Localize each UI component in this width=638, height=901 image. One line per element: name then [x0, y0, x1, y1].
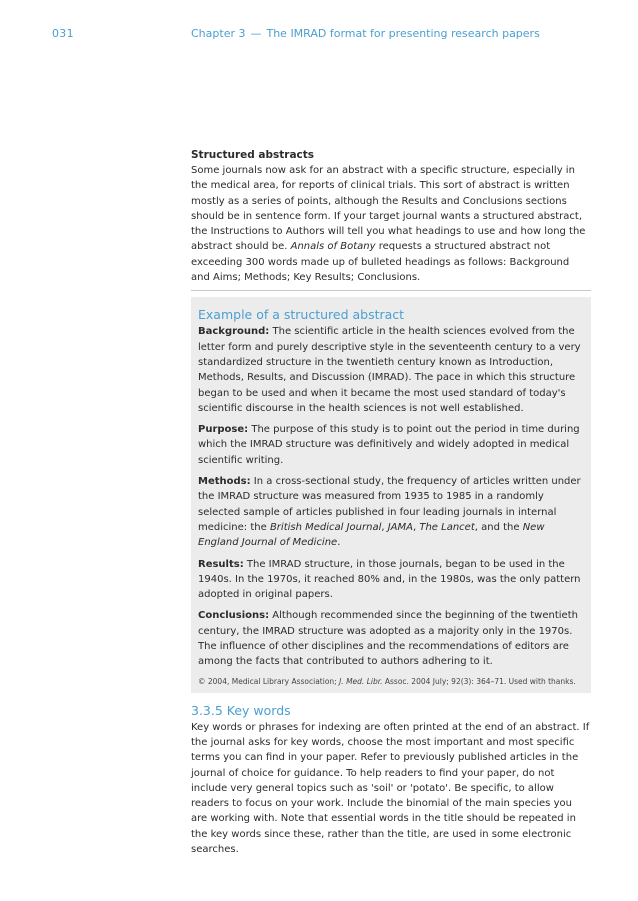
purpose-section: [198, 422, 584, 468]
methods-text: , and the: [474, 521, 523, 533]
structured-abstracts-paragraph: [191, 163, 591, 285]
key-words-heading: 3.3.5 Key words: [191, 702, 291, 718]
journal-name: The Lancet: [419, 521, 475, 533]
results-label: Results:: [198, 558, 244, 570]
page-number: 031: [52, 27, 74, 40]
results-section: [198, 557, 584, 603]
journal-name: British Medical Journal: [269, 521, 382, 533]
background-text: The scientific article in the health sciences evolved from the letter form and purely descriptive style in the seventeenth century to a very standardized structure in the twentieth century known as Introduction, Methods, Results, and Discussion (IMRAD). The pace in which this structure began to be used and when it became the most used standard of today's scientific discourse in the health sciences is not well established.: [198, 326, 581, 414]
conclusions-section: [198, 608, 584, 669]
divider: [191, 290, 591, 291]
methods-text: In a cross-sectional study, the frequency of articles written under the IMRAD structure was measured from 1935 to 1985 in a randomly selected sample of articles published in four leading journals in internal medicine: the: [198, 476, 581, 533]
methods-text: .: [337, 537, 341, 549]
results-text: The IMRAD structure, in those journals, began to be used in the 1940s. In the 1970s, it reached 80% and, in the 1980s, was the only pattern adopted in original papers.: [198, 558, 581, 601]
example-box: [191, 297, 591, 692]
page-content: [191, 149, 591, 857]
background-section: [198, 324, 584, 416]
paragraph-text: requests a structured abstract not exceeding 300 words made up of bulleted headings as follows: Background and Aims; Methods; Key Results; Conclusions.: [191, 241, 570, 284]
chapter-title: The IMRAD format for presenting research papers: [266, 27, 540, 40]
paragraph-text: Some journals now ask for an abstract with a specific structure, especially in the medical area, for reports of clinical trials. This sort of abstract is written mostly as a series of points, although the Results and Conclusions sections should be in sentence form. If your target journal wants a structured abstract, the Instructions to Authors will tell you what headings to use and how long the abstract should be.: [191, 165, 586, 253]
journal-name: New England Journal of Medicine: [198, 521, 545, 549]
key-words-paragraph: Key words or phrases for indexing are often printed at the end of an abstract. If the journal asks for key words, choose the most important and most specific terms you can find in your paper. Refer to previously published articles in the journal of choice for guidance. To help readers to find your paper, do not include very general topics such as 'soil' or 'potato'. Be specific, to allow readers to focus on your work. Include the binomial of the main species you are working with. Note that essential words in the title should be repeated in the key words since these, rather than the title, are used in some electronic searches.: [191, 721, 590, 855]
example-box-title: Example of a structured abstract: [198, 307, 405, 323]
header-separator: —: [250, 27, 262, 40]
credit-text: © 2004, Medical Library Association;: [198, 676, 340, 686]
structured-abstracts-heading: Structured abstracts: [191, 149, 315, 161]
background-label: Background:: [198, 326, 270, 338]
methods-text: ,: [413, 521, 420, 533]
purpose-label: Purpose:: [198, 424, 249, 436]
journal-name: JAMA: [387, 521, 413, 533]
purpose-text: The purpose of this study is to point out the period in time during which the IMRAD structure was definitively and widely adopted in medical scientific writing.: [198, 424, 580, 466]
conclusions-label: Conclusions:: [198, 610, 270, 622]
source-credit: [198, 676, 584, 687]
methods-text: ,: [381, 521, 388, 533]
methods-label: Methods:: [198, 476, 251, 488]
running-header: [191, 27, 540, 40]
credit-journal: J. Med. Libr.: [339, 676, 383, 686]
conclusions-text: Although recommended since the beginning of the twentieth century, the IMRAD structure was adopted as a majority only in the 1970s. The influence of other disciplines and the recommendations of editors are among the facts that contributed to authors adhering to it.: [198, 610, 578, 668]
methods-section: [198, 474, 584, 550]
credit-text: Assoc. 2004 July; 92(3): 364–71. Used with thanks.: [382, 676, 576, 686]
chapter-label: Chapter 3: [191, 27, 246, 40]
journal-name: Annals of Botany: [290, 241, 376, 253]
